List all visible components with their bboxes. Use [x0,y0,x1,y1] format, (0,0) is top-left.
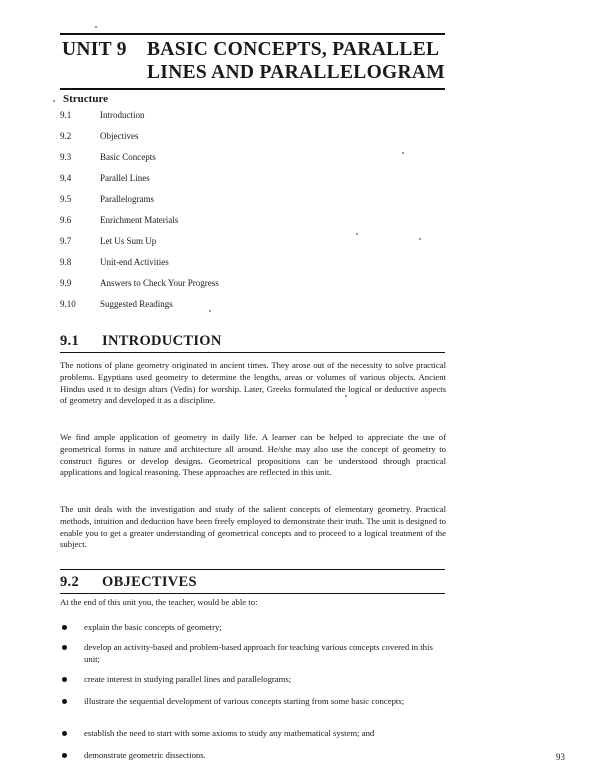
unit-number: UNIT 9 [62,39,127,60]
document-page: UNIT 9 BASIC CONCEPTS, PARALLEL LINES AND PARALLELOGRAM Structure 9.1 Introduction 9.2 Objectives 9.3 Basic Concepts 9.4 Parallel Lines 9.5 Parallelograms 9.6 Enrichment Materials 9.7 Let Us Sum Up 9.8 Unit-end Activities 9.9 Answers to Check Your Progress 9.10 Suggested Readings 9.1 INTRODUCTION The notions of plane geometry originated in ancient times. They arose out of the necessity to solve practical problems. Egyptians used geometry to determine the lengths, areas or volumes of various objects. Ancient Hindus used it to design altars (Vedis) for worship. Later, Greeks formulated the logical or deductive aspects of geometry and developed it as a discipline. We find ample application of geometry in daily life. A learner can be helped to appreciate the use of geometrical forms in nature and architecture all around. He/she may also use the concept of geometry to construct figures or develop designs. Geometrical propositions can be understood through practical applications and logical reasoning. These approaches are reflected in this unit. The unit deals with the investigation and study of the salient concepts of elementary geometry. Practical methods, intuition and deduction have been freely employed to demonstrate their truth. The unit is designed to enable you to get a greater understanding of geometrical concepts and to proceed to a logical treatment of the subject. 9.2 OBJECTIVES At the end of this unit you, the teacher, would be able to: explain the basic concepts of geometry; develop an activity-based and problem-based approach for teaching various concepts covered in this unit; create interest in studying parallel lines and parallelograms; illustrate the sequential development of various concepts starting from some basic concepts; establish the need to start with some axioms to study any mathematical system; and demonstrate geometric dissections. 93 [0,0,600,776]
title-rule-bottom [60,88,445,90]
unit-title-line-1: BASIC CONCEPTS, PARALLEL [147,39,440,60]
intro-paragraph-2: We find ample application of geometry in daily life. A learner can be helped to appreciate the use of geometrical forms in nature and architecture all around. He/she may also use the concept of geometry to construct figures or develop designs. Geometrical propositions can be understood through practical applications and logical reasoning. These approaches are reflected in this unit. [60,432,446,478]
bullet-icon [62,699,67,704]
scan-speck [402,152,404,154]
scan-speck [419,238,421,240]
structure-item: 9.3 Basic Concepts [60,152,156,162]
structure-item: 9.2 Objectives [60,131,139,141]
structure-item: 9.6 Enrichment Materials [60,215,179,225]
title-rule-top [60,33,445,35]
bullet-icon [62,645,67,650]
bullet-icon [62,625,67,630]
unit-title-line-2: LINES AND PARALLELOGRAM [147,62,445,83]
structure-item: 9.10 Suggested Readings [60,299,173,309]
section-rule [60,593,445,594]
scan-speck [345,395,347,397]
structure-item: 9.5 Parallelograms [60,194,154,204]
bullet-icon [62,753,67,758]
structure-item: 9.7 Let Us Sum Up [60,236,157,246]
structure-item: 9.1 Introduction [60,110,145,120]
structure-item: 9.8 Unit-end Activities [60,257,169,267]
bullet-icon [62,677,67,682]
structure-item: 9.9 Answers to Check Your Progress [60,278,219,288]
section-rule [60,569,445,570]
section-rule [60,352,445,353]
scan-speck [209,310,211,312]
structure-item: 9.4 Parallel Lines [60,173,150,183]
scan-speck [356,233,358,235]
scan-speck [53,100,55,102]
intro-paragraph-3: The unit deals with the investigation and study of the salient concepts of elementary geometry. Practical methods, intuition and deduction have been freely employed to demonstrate their truth. The unit is designed to enable you to get a greater understanding of geometrical concepts and to proceed to a logical treatment of the subject. [60,504,446,550]
scan-speck [95,26,97,28]
bullet-icon [62,731,67,736]
objectives-intro: At the end of this unit you, the teacher, would be able to: [60,597,258,607]
intro-paragraph-1: The notions of plane geometry originated in ancient times. They arose out of the necessity to solve practical problems. Egyptians used geometry to determine the lengths, areas or volumes of various objects. Ancient Hindus used it to design altars (Vedis) for worship. Later, Greeks formulated the logical or deductive aspects of geometry and developed it as a discipline. [60,360,446,406]
structure-heading: Structure [63,93,109,105]
page-number: 93 [556,752,565,762]
